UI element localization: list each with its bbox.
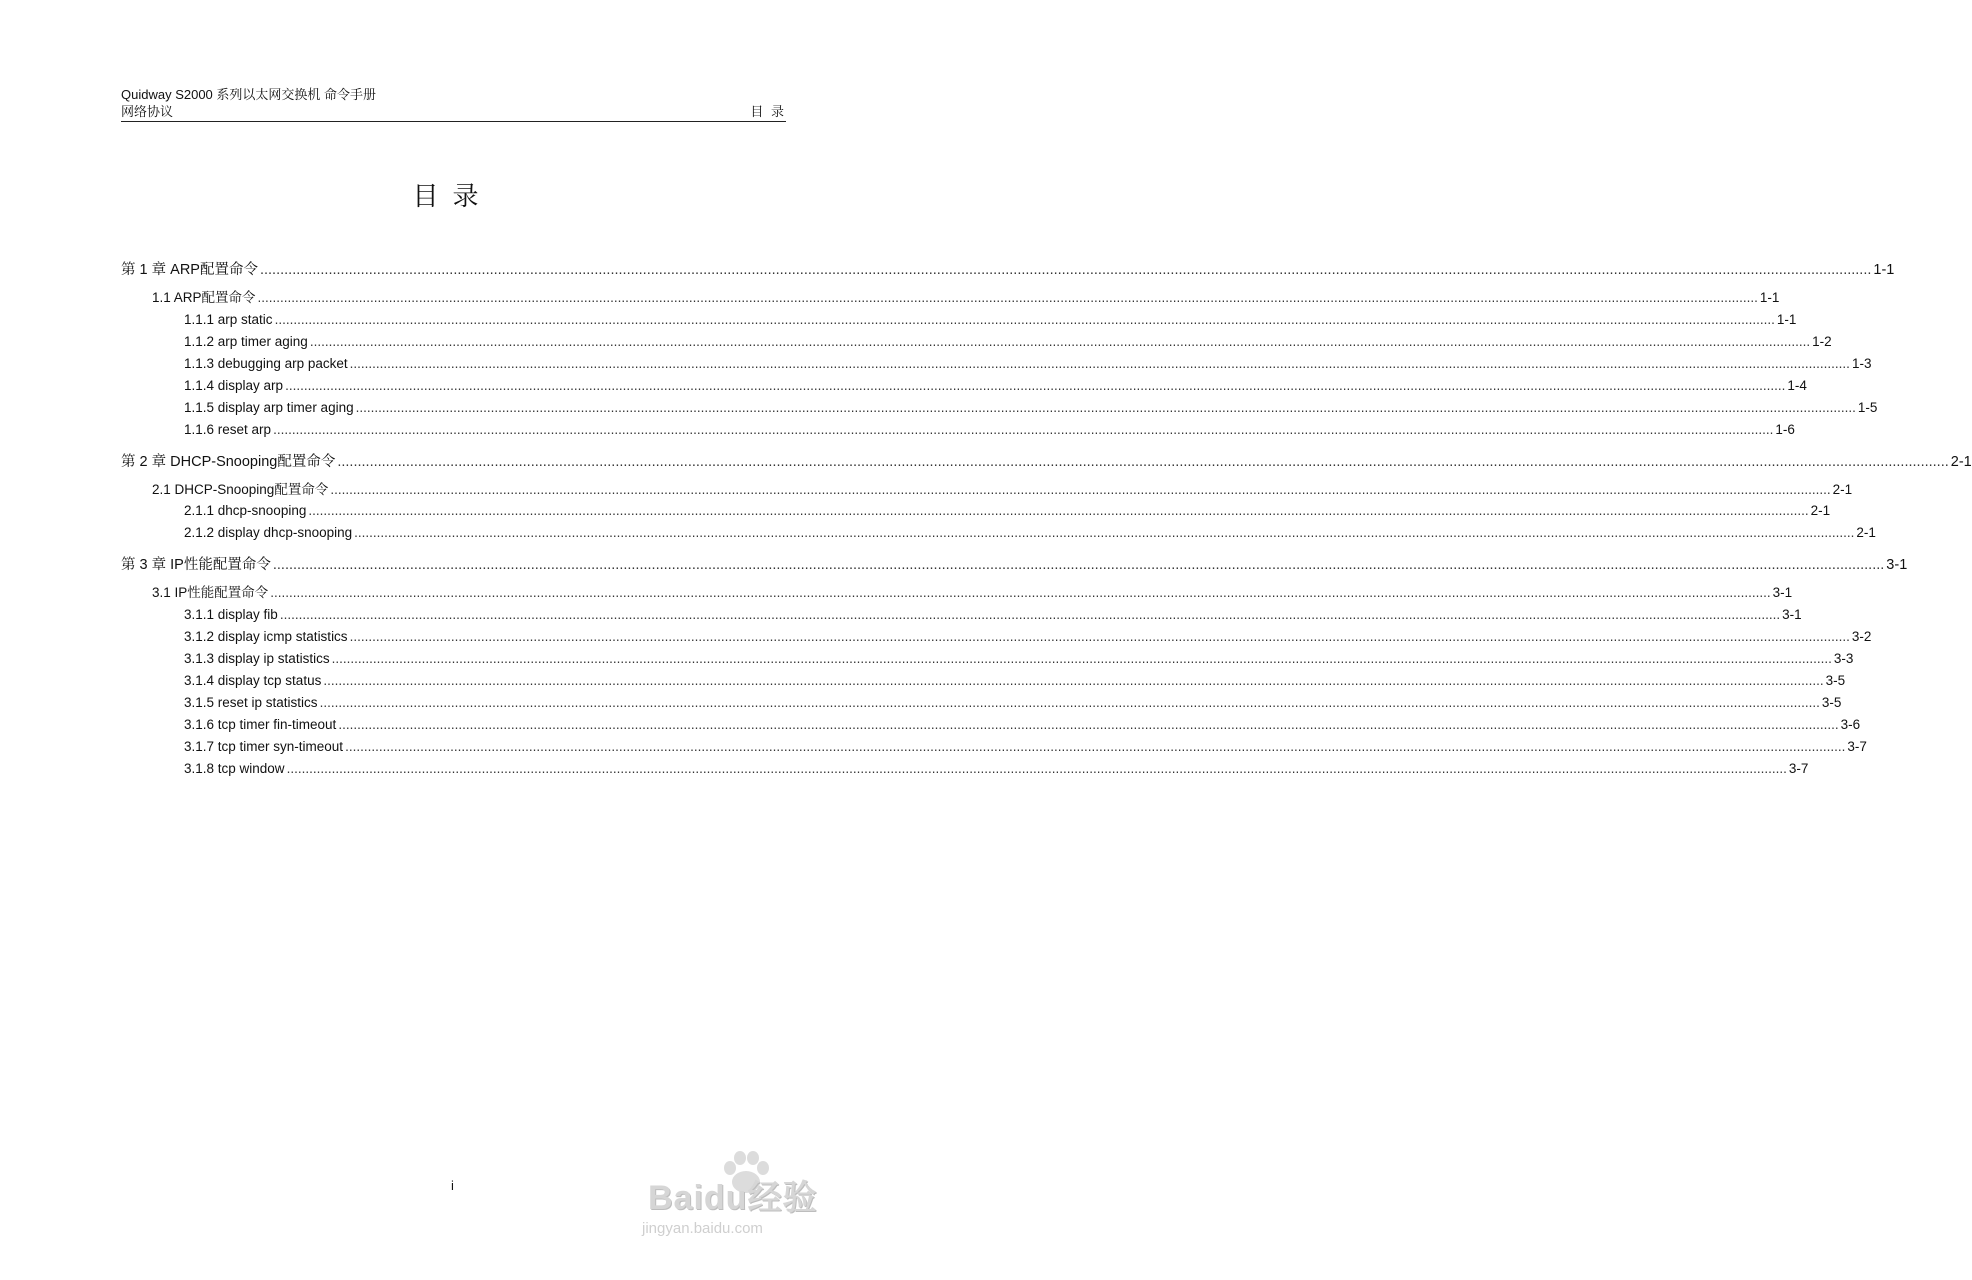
toc-entry-page: 3-3 <box>1833 651 1854 666</box>
toc-entry[interactable] <box>121 258 1895 279</box>
toc-entry-label: 1.1.6 reset arp <box>184 422 272 437</box>
toc-entry[interactable] <box>121 651 1854 666</box>
toc-entry[interactable] <box>121 312 1797 327</box>
toc-entry-label: 第 3 章 IP性能配置命令 <box>121 557 271 573</box>
toc-entry[interactable] <box>121 450 1972 471</box>
header-product: Quidway S2000 系列以太网交换机 命令手册 <box>121 87 377 102</box>
header-divider <box>121 121 786 122</box>
toc-leader-dots: ................................................................................................................................................................................................................................................................................................................................................................................................................ <box>273 422 1774 437</box>
toc-entry-label: 2.1.2 display dhcp-snooping <box>184 525 353 540</box>
toc-entry[interactable] <box>121 553 1908 574</box>
toc-entry-page: 1-5 <box>1857 400 1878 415</box>
toc-entry-page: 3-7 <box>1847 739 1867 754</box>
toc-leader-dots: ................................................................................................................................................................................................................................................................................................................................................................................................................ <box>323 673 1824 688</box>
toc-entry-label: 3.1.1 display fib <box>184 607 278 622</box>
toc-leader-dots: ................................................................................................................................................................................................................................................................................................................................................................................................................ <box>259 262 1872 278</box>
toc-entry[interactable] <box>121 286 1780 306</box>
toc-entry-label: 1.1.2 arp timer aging <box>184 334 308 349</box>
toc-leader-dots: ................................................................................................................................................................................................................................................................................................................................................................................................................ <box>355 400 1856 415</box>
toc-entry-page: 2-1 <box>1810 503 1831 518</box>
toc-entry[interactable] <box>121 422 1795 437</box>
toc-entry[interactable] <box>121 673 1846 688</box>
toc-entry[interactable] <box>121 356 1872 371</box>
toc-entry[interactable] <box>121 334 1832 349</box>
toc-entry[interactable] <box>121 400 1878 415</box>
toc-entry-page: 3-1 <box>1772 585 1793 600</box>
toc-leader-dots: ................................................................................................................................................................................................................................................................................................................................................................................................................ <box>345 739 1846 754</box>
toc-leader-dots: ................................................................................................................................................................................................................................................................................................................................................................................................................ <box>308 503 1809 518</box>
toc-entry-label: 3.1.2 display icmp statistics <box>184 629 348 644</box>
toc-entry-label: 3.1.5 reset ip statistics <box>184 695 318 710</box>
toc-entry-label: 2.1 DHCP-Snooping配置命令 <box>152 482 329 497</box>
toc-entry[interactable] <box>121 378 1807 393</box>
baidu-watermark <box>642 1148 862 1248</box>
toc-entry-page: 3-7 <box>1788 761 1809 776</box>
toc-entry-label: 3.1.6 tcp timer fin-timeout <box>184 717 337 732</box>
toc-entry-label: 第 1 章 ARP配置命令 <box>121 262 258 278</box>
toc-leader-dots: ................................................................................................................................................................................................................................................................................................................................................................................................................ <box>274 312 1775 327</box>
toc-entry-page: 3-5 <box>1821 695 1842 710</box>
header-section: 网络协议 <box>121 104 174 119</box>
page-title: 目录 <box>412 182 493 212</box>
page-header <box>121 86 786 120</box>
header-chapter-label: 目 录 <box>750 104 786 119</box>
toc-entry-page: 1-3 <box>1851 356 1872 371</box>
toc-entry[interactable] <box>121 503 1831 518</box>
toc-entry-label: 1.1.1 arp static <box>184 312 273 327</box>
toc-leader-dots: ................................................................................................................................................................................................................................................................................................................................................................................................................ <box>279 607 1781 622</box>
toc-leader-dots: ................................................................................................................................................................................................................................................................................................................................................................................................................ <box>285 378 1786 393</box>
toc-entry-label: 3.1.3 display ip statistics <box>184 651 330 666</box>
toc-leader-dots: ................................................................................................................................................................................................................................................................................................................................................................................................................ <box>319 695 1820 710</box>
watermark-logo: Baidu经验 <box>648 1179 818 1217</box>
toc-entry[interactable] <box>121 761 1809 776</box>
toc-leader-dots: ................................................................................................................................................................................................................................................................................................................................................................................................................ <box>272 557 1885 573</box>
toc-entry[interactable] <box>121 607 1802 622</box>
toc-leader-dots: ................................................................................................................................................................................................................................................................................................................................................................................................................ <box>286 761 1787 776</box>
toc-entry-page: 2-1 <box>1856 525 1876 540</box>
watermark-url: jingyan.baidu.com <box>642 1220 763 1237</box>
toc-entry-page: 3-1 <box>1886 557 1908 573</box>
toc-entry[interactable] <box>121 717 1861 732</box>
toc-entry-page: 1-1 <box>1776 312 1797 327</box>
toc-entry-label: 1.1.3 debugging arp packet <box>184 356 348 371</box>
toc-leader-dots: ................................................................................................................................................................................................................................................................................................................................................................................................................ <box>337 454 1949 470</box>
toc-leader-dots: ................................................................................................................................................................................................................................................................................................................................................................................................................ <box>309 334 1811 349</box>
toc-entry-label: 第 2 章 DHCP-Snooping配置命令 <box>121 454 336 470</box>
toc-leader-dots: ................................................................................................................................................................................................................................................................................................................................................................................................................ <box>349 629 1850 644</box>
toc-entry-page: 1-1 <box>1759 290 1780 305</box>
toc-entry-label: 1.1 ARP配置命令 <box>152 290 256 305</box>
toc-entry-page: 3-1 <box>1782 607 1802 622</box>
toc-leader-dots: ................................................................................................................................................................................................................................................................................................................................................................................................................ <box>354 525 1855 540</box>
toc-entry[interactable] <box>121 581 1793 601</box>
toc-entry-label: 3.1.8 tcp window <box>184 761 285 776</box>
toc-entry-page: 1-6 <box>1775 422 1795 437</box>
toc-entry[interactable] <box>121 629 1872 644</box>
toc-entry-label: 2.1.1 dhcp-snooping <box>184 503 307 518</box>
toc-entry[interactable] <box>121 525 1876 540</box>
toc-entry-page: 3-6 <box>1840 717 1861 732</box>
toc-entry-label: 1.1.5 display arp timer aging <box>184 400 354 415</box>
toc-entry-page: 3-5 <box>1825 673 1846 688</box>
toc-entry-label: 3.1 IP性能配置命令 <box>152 585 269 600</box>
toc-entry-page: 1-1 <box>1873 262 1895 278</box>
toc-leader-dots: ................................................................................................................................................................................................................................................................................................................................................................................................................ <box>270 585 1771 600</box>
toc-leader-dots: ................................................................................................................................................................................................................................................................................................................................................................................................................ <box>349 356 1850 371</box>
toc-entry-page: 2-1 <box>1950 454 1972 470</box>
toc-leader-dots: ................................................................................................................................................................................................................................................................................................................................................................................................................ <box>330 482 1831 497</box>
toc-entry-page: 1-4 <box>1787 378 1807 393</box>
toc-leader-dots: ................................................................................................................................................................................................................................................................................................................................................................................................................ <box>331 651 1832 666</box>
toc-entry-label: 3.1.7 tcp timer syn-timeout <box>184 739 344 754</box>
toc-leader-dots: ................................................................................................................................................................................................................................................................................................................................................................................................................ <box>338 717 1839 732</box>
toc-entry[interactable] <box>121 695 1842 710</box>
toc-entry-label: 1.1.4 display arp <box>184 378 284 393</box>
toc-entry-label: 3.1.4 display tcp status <box>184 673 322 688</box>
toc-entry[interactable] <box>121 478 1853 498</box>
toc-entry-page: 1-2 <box>1812 334 1832 349</box>
toc-entry-page: 3-2 <box>1851 629 1872 644</box>
toc-leader-dots: ................................................................................................................................................................................................................................................................................................................................................................................................................ <box>257 290 1758 305</box>
toc-entry[interactable] <box>121 739 1867 754</box>
toc-entry-page: 2-1 <box>1832 482 1853 497</box>
header-second-line <box>121 103 786 120</box>
page-number: i <box>451 1178 454 1193</box>
